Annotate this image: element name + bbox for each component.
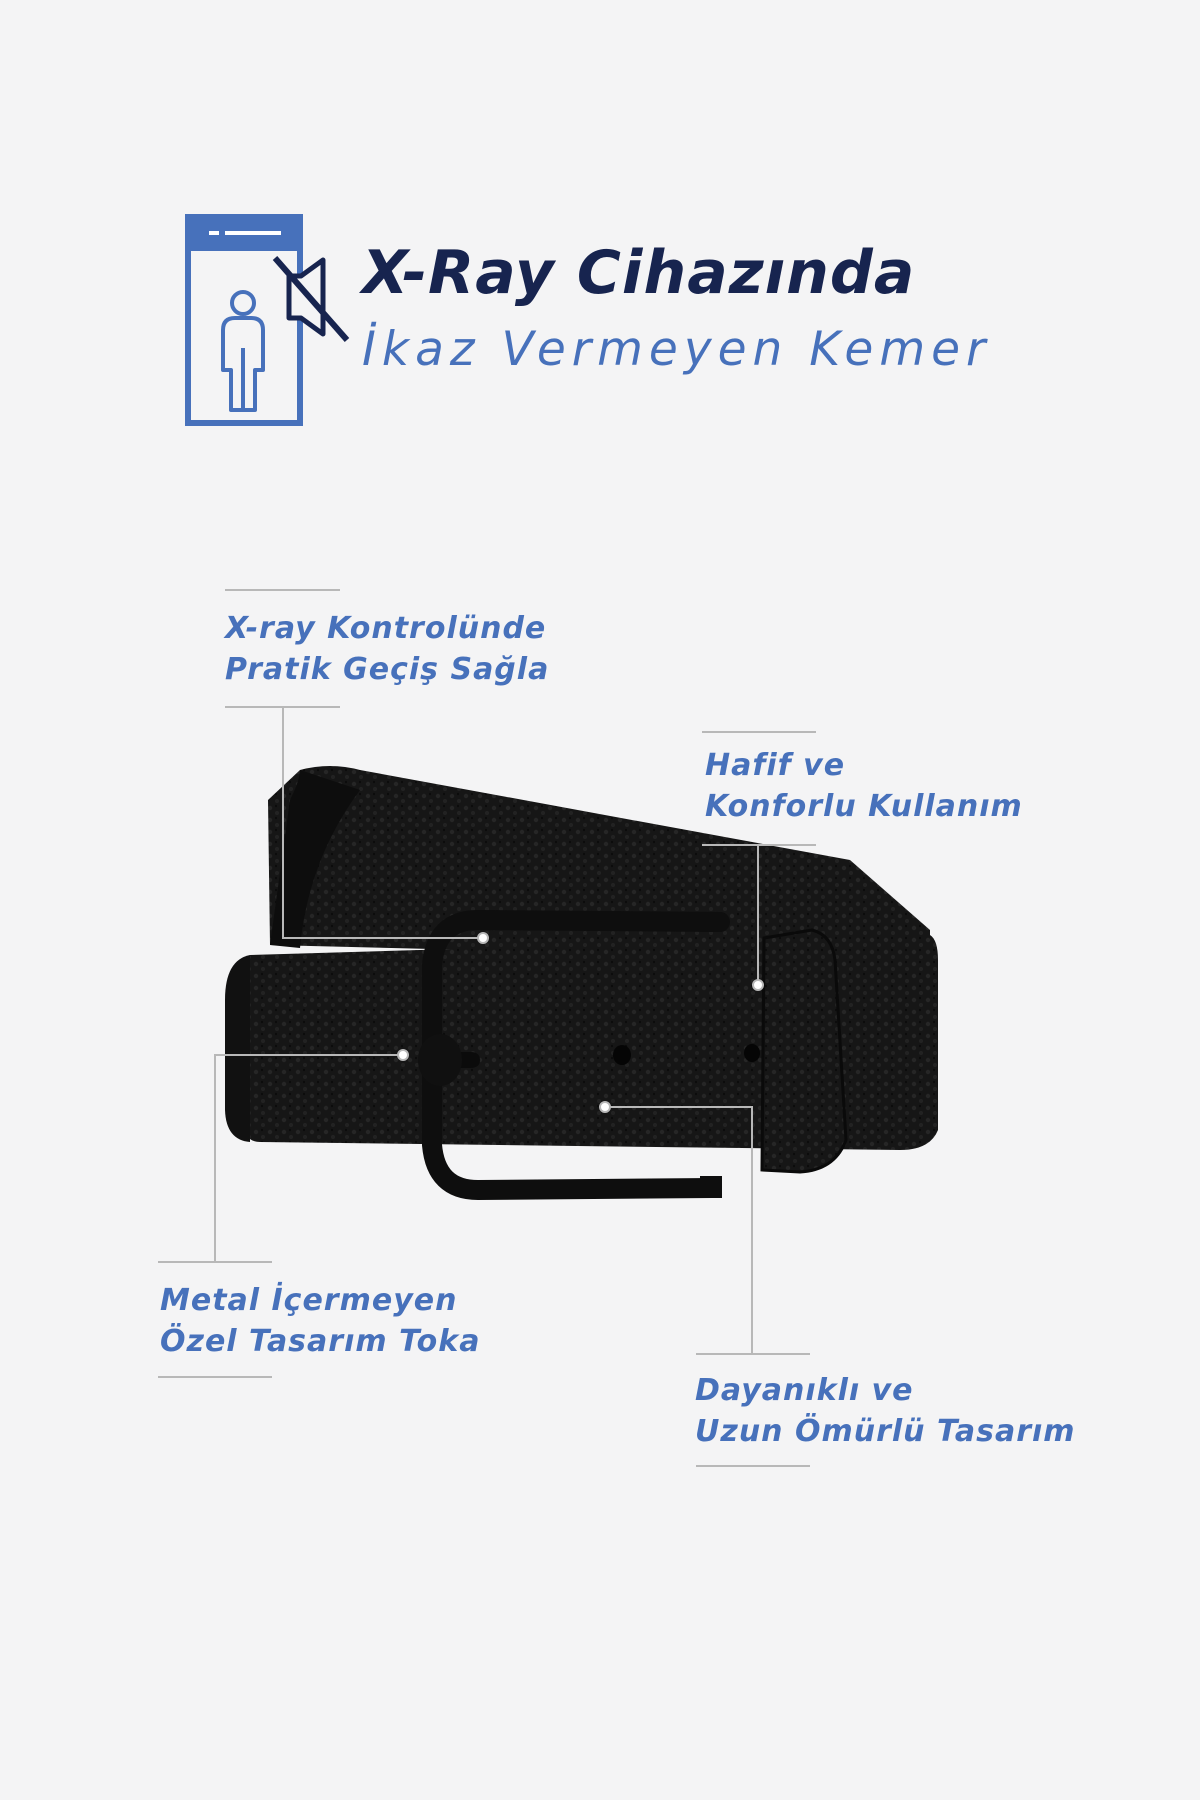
callout-xray-pass (225, 608, 549, 690)
callout-line: Özel Tasarım Toka (160, 1324, 481, 1359)
callout-line: X-ray Kontrolünde (225, 611, 547, 646)
callout-line: Konforlu Kullanım (705, 789, 1023, 824)
callout-line: Pratik Geçiş Sağla (225, 652, 550, 687)
page-subtitle: İkaz Vermeyen Kemer (362, 322, 992, 377)
callout-line: Hafif ve (705, 748, 846, 783)
page-title: X-Ray Cihazında (362, 238, 916, 308)
callout-metal-free-buckle (160, 1280, 480, 1362)
callout-durable (695, 1370, 1076, 1452)
callout-line: Metal İçermeyen (160, 1283, 458, 1318)
callout-line: Dayanıklı ve (695, 1373, 914, 1408)
callout-lightweight (705, 745, 1023, 827)
callout-line: Uzun Ömürlü Tasarım (695, 1414, 1076, 1449)
